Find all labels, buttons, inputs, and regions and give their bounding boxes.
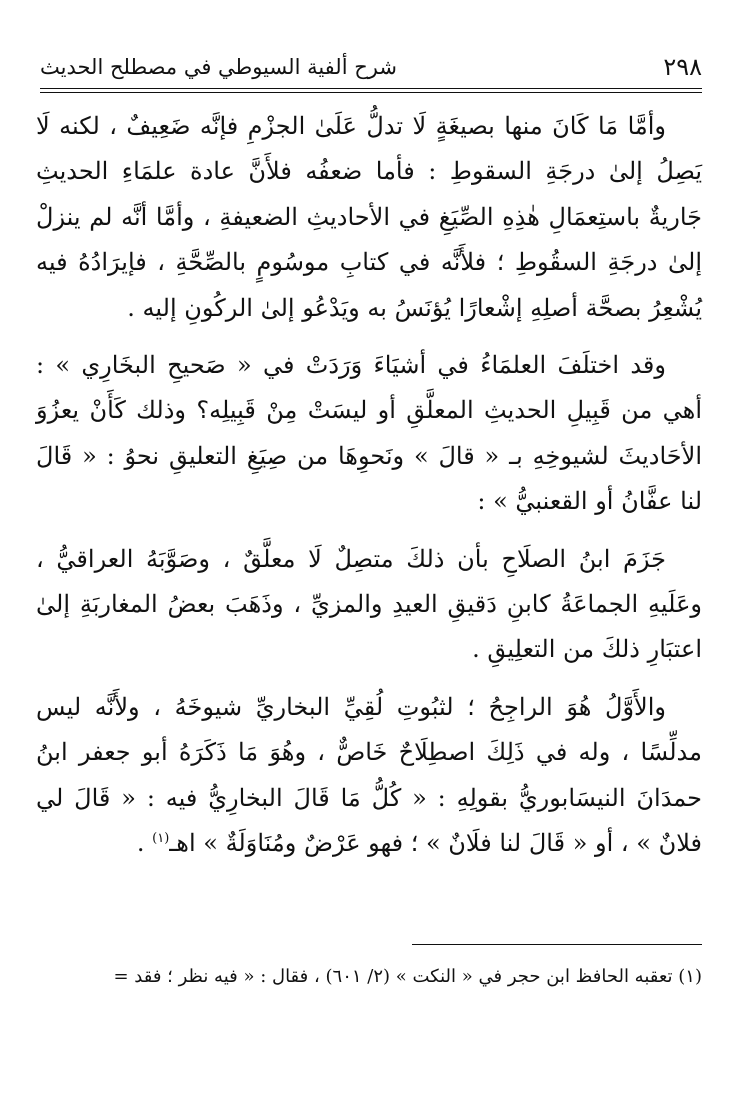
page-number: ٢٩٨ <box>663 53 702 81</box>
paragraph-2 <box>36 343 702 525</box>
paragraph-4 <box>36 685 702 867</box>
running-title: شرح ألفية السيوطي في مصطلح الحديث <box>40 55 397 79</box>
header-rule <box>40 88 702 89</box>
paragraph-text: والأَوَّلُ هُوَ الراجِحُ ؛ لثبُوتِ لُقِيِّ البخاريِّ شيوخَهُ ، ولأَنَّه ليس مدلِّسًا ، وله في ذَلِكَ اصطِلَاحٌ خَاصٌّ ، وهُوَ مَا ذَكَرَهُ أبو جعفر ابنُ حمدَانَ النيسَابوريُّ بقولِهِ : « كُلُّ مَا قَالَ البخارِيُّ فيه : « قَالَ لي فلانٌ » ، أو « قَالَ لنا فلَانٌ » ؛ فهو عَرْضٌ ومُنَاوَلَةٌ » اهـ <box>36 692 702 858</box>
paragraph-text: وأمَّا مَا كَانَ منها بصيغَةٍ لَا تدلُّ عَلَىٰ الجزْمِ فإنَّه ضَعِيفٌ ، لكنه لَا يَصِلُ إلىٰ درجَةِ السقوطِ : فأما ضعفُه فلأَنَّ عادة علمَاءِ الحديثِ جَاريةٌ باستِعمَالِ هٰذِهِ الصِّيَغِ في الأحاديثِ الضعيفةِ ، وأمَّا أنَّه لم ينزلْ إلىٰ درجَةِ السقُوطِ ؛ فلأَنَّه في كتابِ موسُومٍ بالصِّحَّةِ ، فإيرَادُهُ فيه يُشْعِرُ بصحَّة أصلِهِ إشْعارًا يُؤنَسُ به ويَدْعُو إلىٰ الركُونِ إليه . <box>36 112 702 322</box>
footnote-rule <box>412 944 702 945</box>
main-text <box>36 104 702 879</box>
page-header <box>40 46 702 86</box>
paragraph-text: وقد اختلَفَ العلمَاءُ في أشيَاءَ وَرَدَتْ في « صَحيحِ البخَارِي » : أهي من قَبِيلِ الحديثِ المعلَّقِ أو ليسَتْ مِنْ قَبِيلِه؟ وذلك كَأَنْ يعزُوَ الأحَاديثَ لشيوخِهِ بـ « قالَ » ونَحوِهَا من صِيَغِ التعليقِ نحوُ : « قَالَ لنا عفَّانُ أو القعنبيُّ » : <box>36 351 702 516</box>
paragraph-3 <box>36 537 702 673</box>
paragraph-text: جَزَمَ ابنُ الصلَاحِ بأن ذلكَ متصِلٌ لَا معلَّقٌ ، وصَوَّبَهُ العراقيُّ ، وعَلَيهِ الجماعَةُ كابنِ دَقيقِ العيدِ والمزيِّ ، وذَهَبَ بعضُ المغاربَةِ إلىٰ اعتبَارِ ذلكَ من التعلِيقِ . <box>36 544 702 664</box>
footnote: (١) تعقبه الحافظ ابن حجر في « النكت » (٢/ ٦٠١) ، فقال : « فيه نظر ؛ فقد = <box>113 966 702 987</box>
header-rule-thin <box>40 92 702 93</box>
footnote-marker: (١) <box>152 831 170 847</box>
paragraph-1 <box>36 104 702 331</box>
paragraph-4-wrapper: والأَوَّلُ هُوَ الراجِحُ ؛ لثبُوتِ لُقِيِّ البخاريِّ شيوخَهُ ، ولأَنَّه ليس مدلِّسًا ، وله في ذَلِكَ اصطِلَاحٌ خَاصٌّ ، وهُوَ مَا ذَكَرَهُ أبو جعفر ابنُ حمدَانَ النيسَابوريُّ بقولِهِ : « كُلُّ مَا قَالَ البخارِيُّ فيه : « قَالَ لي فلانٌ » ، أو « قَالَ لنا فلَانٌ » ؛ فهو عَرْضٌ ومُنَاوَلَةٌ » اهـ$^{(١)}$ . <box>36 692 702 858</box>
